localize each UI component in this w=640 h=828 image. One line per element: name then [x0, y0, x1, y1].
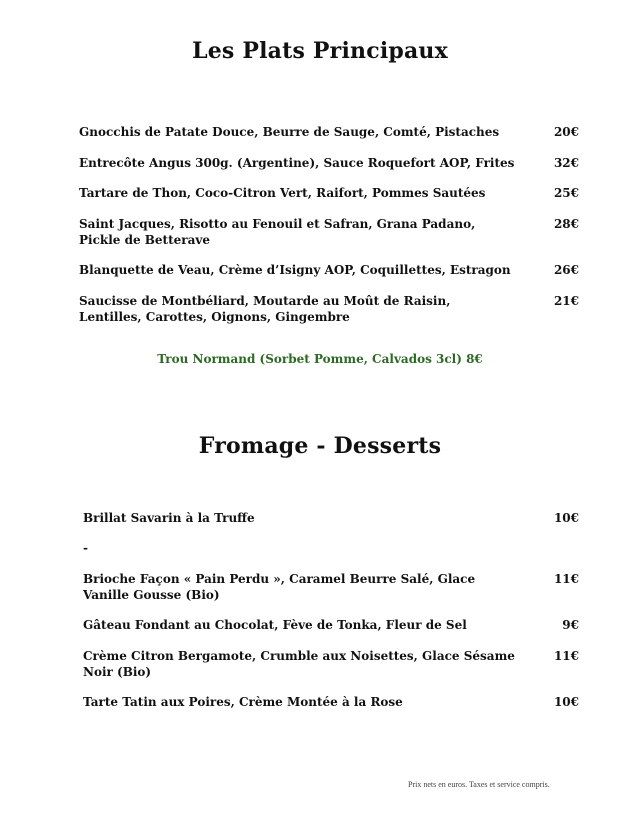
menu-item: [79, 293, 579, 325]
menu-item-price: 21€: [553, 293, 579, 308]
menu-item-name: Brillat Savarin à la Truffe: [83, 511, 255, 525]
menu-item-price: 20€: [553, 125, 579, 139]
menu-item: [83, 648, 579, 680]
desserts-list: [83, 510, 579, 724]
menu-item-price: 11€: [553, 648, 579, 663]
menu-item-name: Gâteau Fondant au Chocolat, Fève de Tonka, Fleur de Sel: [83, 618, 467, 633]
menu-item: [83, 571, 579, 603]
menu-item-name: Tarte Tatin aux Poires, Crème Montée à la Rose: [83, 694, 403, 709]
menu-item-name: Blanquette de Veau, Crème d’Isigny AOP, Coquillettes, Estragon: [79, 263, 511, 277]
menu-item-price: 9€: [562, 618, 579, 633]
section-title-plats: Les Plats Principaux: [192, 38, 448, 64]
menu-item: [79, 262, 579, 278]
trou-normand-special: Trou Normand (Sorbet Pomme, Calvados 3cl) 8€: [157, 352, 483, 366]
dessert-separator: -: [83, 541, 88, 556]
menu-item: [79, 155, 579, 171]
cheese-item: [83, 510, 579, 526]
menu-item-name: Gnocchis de Patate Douce, Beurre de Sauge, Comté, Pistaches: [79, 125, 500, 139]
menu-item: [83, 617, 579, 633]
menu-item-price: 10€: [553, 694, 579, 709]
footer-note: Prix nets en euros. Taxes et service compris.: [408, 780, 550, 789]
menu-item-price: 28€: [553, 216, 579, 231]
menu-item-name: Saint Jacques, Risotto au Fenouil et Safran, Grana Padano, Pickle de Betterave: [79, 216, 476, 247]
menu-item-name: Saucisse de Montbéliard, Moutarde au Moût de Raisin, Lentilles, Carottes, Oignons, Gingembre: [79, 293, 451, 324]
menu-item-name: Entrecôte Angus 300g. (Argentine), Sauce Roquefort AOP, Frites: [79, 155, 515, 170]
menu-item: [83, 694, 579, 710]
section-title-desserts: Fromage - Desserts: [198, 433, 442, 459]
menu-item-price: 11€: [553, 571, 579, 586]
menu-item-name: Tartare de Thon, Coco-Citron Vert, Raifort, Pommes Sautées: [79, 186, 486, 200]
menu-item: [79, 124, 579, 140]
menu-item: [79, 185, 579, 201]
main-dishes-list: [79, 124, 579, 339]
menu-item-price: 10€: [553, 511, 579, 525]
menu-item-name: Brioche Façon « Pain Perdu », Caramel Beurre Salé, Glace Vanille Gousse (Bio): [83, 571, 476, 602]
menu-item-price: 32€: [553, 155, 579, 170]
menu-item: [79, 216, 579, 248]
menu-item-price: 25€: [553, 186, 579, 200]
menu-item-price: 26€: [553, 263, 579, 277]
menu-item-name: Crème Citron Bergamote, Crumble aux Noisettes, Glace Sésame Noir (Bio): [83, 648, 515, 679]
